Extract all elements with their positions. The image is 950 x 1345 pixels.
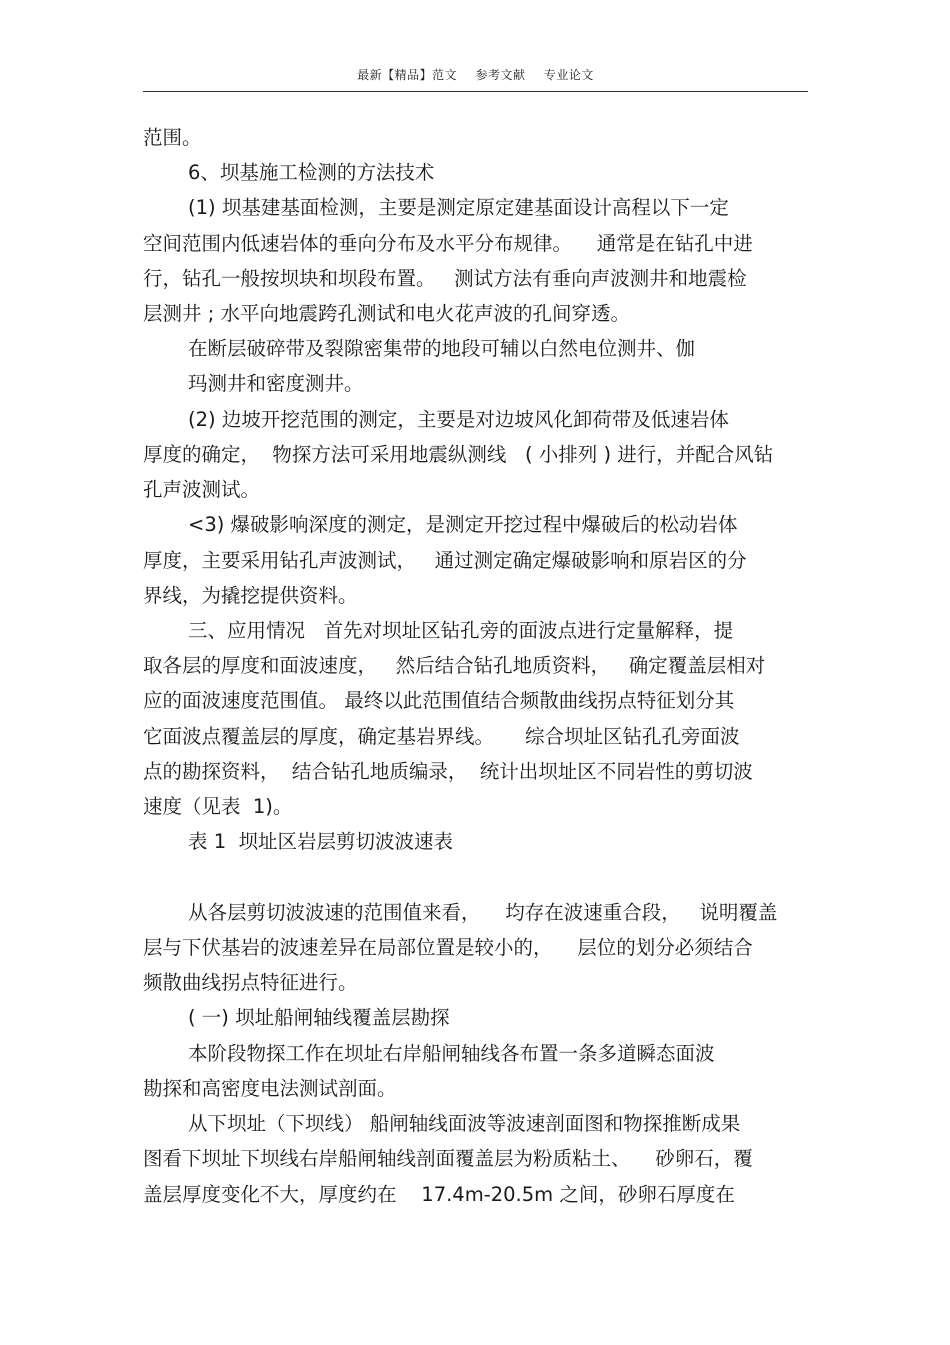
text-line: 厚度的确定， 物探方法可采用地震纵测线 ( 小排列 ) 进行，并配合风钻: [143, 443, 774, 466]
text-line: 它面波点覆盖层的厚度，确定基岩界线。 综合坝址区钻孔孔旁面波: [143, 725, 740, 748]
text-line: 在断层破碎带及裂隙密集带的地段可辅以白然电位测井、伽: [188, 337, 696, 360]
text-line: 从下坝址（下坝线） 船闸轴线面波等波速剖面图和物探推断成果: [188, 1112, 741, 1135]
text-line: 速度（见表 1)。: [143, 795, 293, 818]
header-divider: [143, 91, 808, 92]
text-line: 三、应用情况 首先对坝址区钻孔旁的面波点进行定量解释，提: [188, 619, 734, 642]
text-line: 行，钻孔一般按坝块和坝段布置。 测试方法有垂向声波测井和地震检: [143, 267, 747, 290]
section-heading: 6、坝基施工检测的方法技术: [188, 161, 435, 184]
text-line: 取各层的厚度和面波速度， 然后结合钻孔地质资料， 确定覆盖层相对: [143, 654, 766, 677]
text-line: 从各层剪切波波速的范围值来看， 均存在波速重合段， 说明覆盖: [188, 901, 778, 924]
text-line: 孔声波测试。: [143, 478, 261, 501]
header-item: 最新【精品】范文: [357, 68, 458, 82]
text-line: 频散曲线拐点特征进行。: [143, 971, 358, 994]
header-item: 专业论文: [543, 68, 594, 82]
text-line: 勘探和高密度电法测试剖面。: [143, 1077, 397, 1100]
section-heading: ( 一) 坝址船闸轴线覆盖层勘探: [188, 1006, 450, 1029]
text-line: 界线，为撬挖提供资料。: [143, 584, 358, 607]
text-line: <3) 爆破影响深度的测定，是测定开挖过程中爆破后的松动岩体: [188, 513, 738, 536]
text-line: 玛测井和密度测井。: [188, 372, 364, 395]
text-line: 厚度，主要采用钻孔声波测试， 通过测定确定爆破影响和原岩区的分: [143, 549, 747, 572]
text-line: 层与下伏基岩的波速差异在局部位置是较小的， 层位的划分必须结合: [143, 936, 753, 959]
text-line: 盖层厚度变化不大，厚度约在 17.4m-20.5m 之间，砂卵石厚度在: [143, 1183, 735, 1206]
text-line: 应的面波速度范围值。 最终以此范围值结合频散曲线拐点特征划分其: [143, 689, 735, 712]
text-line: 空间范围内低速岩体的垂向分布及水平分布规律。 通常是在钻孔中进: [143, 232, 753, 255]
text-line: 点的勘探资料， 结合钻孔地质编录， 统计出坝址区不同岩性的剪切波: [143, 760, 753, 783]
header-item: 参考文献: [475, 68, 526, 82]
text-line: 本阶段物探工作在坝址右岸船闸轴线各布置一条多道瞬态面波: [188, 1042, 715, 1065]
text-line: 图看下坝址下坝线右岸船闸轴线剖面覆盖层为粉质粘土、 砂卵石，覆: [143, 1147, 753, 1170]
text-line: 层测井 ; 水平向地震跨孔测试和电火花声波的孔间穿透。: [143, 302, 630, 325]
text-line: 范围。: [143, 126, 202, 149]
table-caption: 表 1 坝址区岩层剪切波波速表: [188, 830, 454, 853]
text-line: (2) 边坡开挖范围的测定，主要是对边坡风化卸荷带及低速岩体: [188, 408, 729, 431]
text-line: (1) 坝基建基面检测，主要是测定原定建基面设计高程以下一定: [188, 196, 729, 219]
page-header: [143, 66, 808, 83]
